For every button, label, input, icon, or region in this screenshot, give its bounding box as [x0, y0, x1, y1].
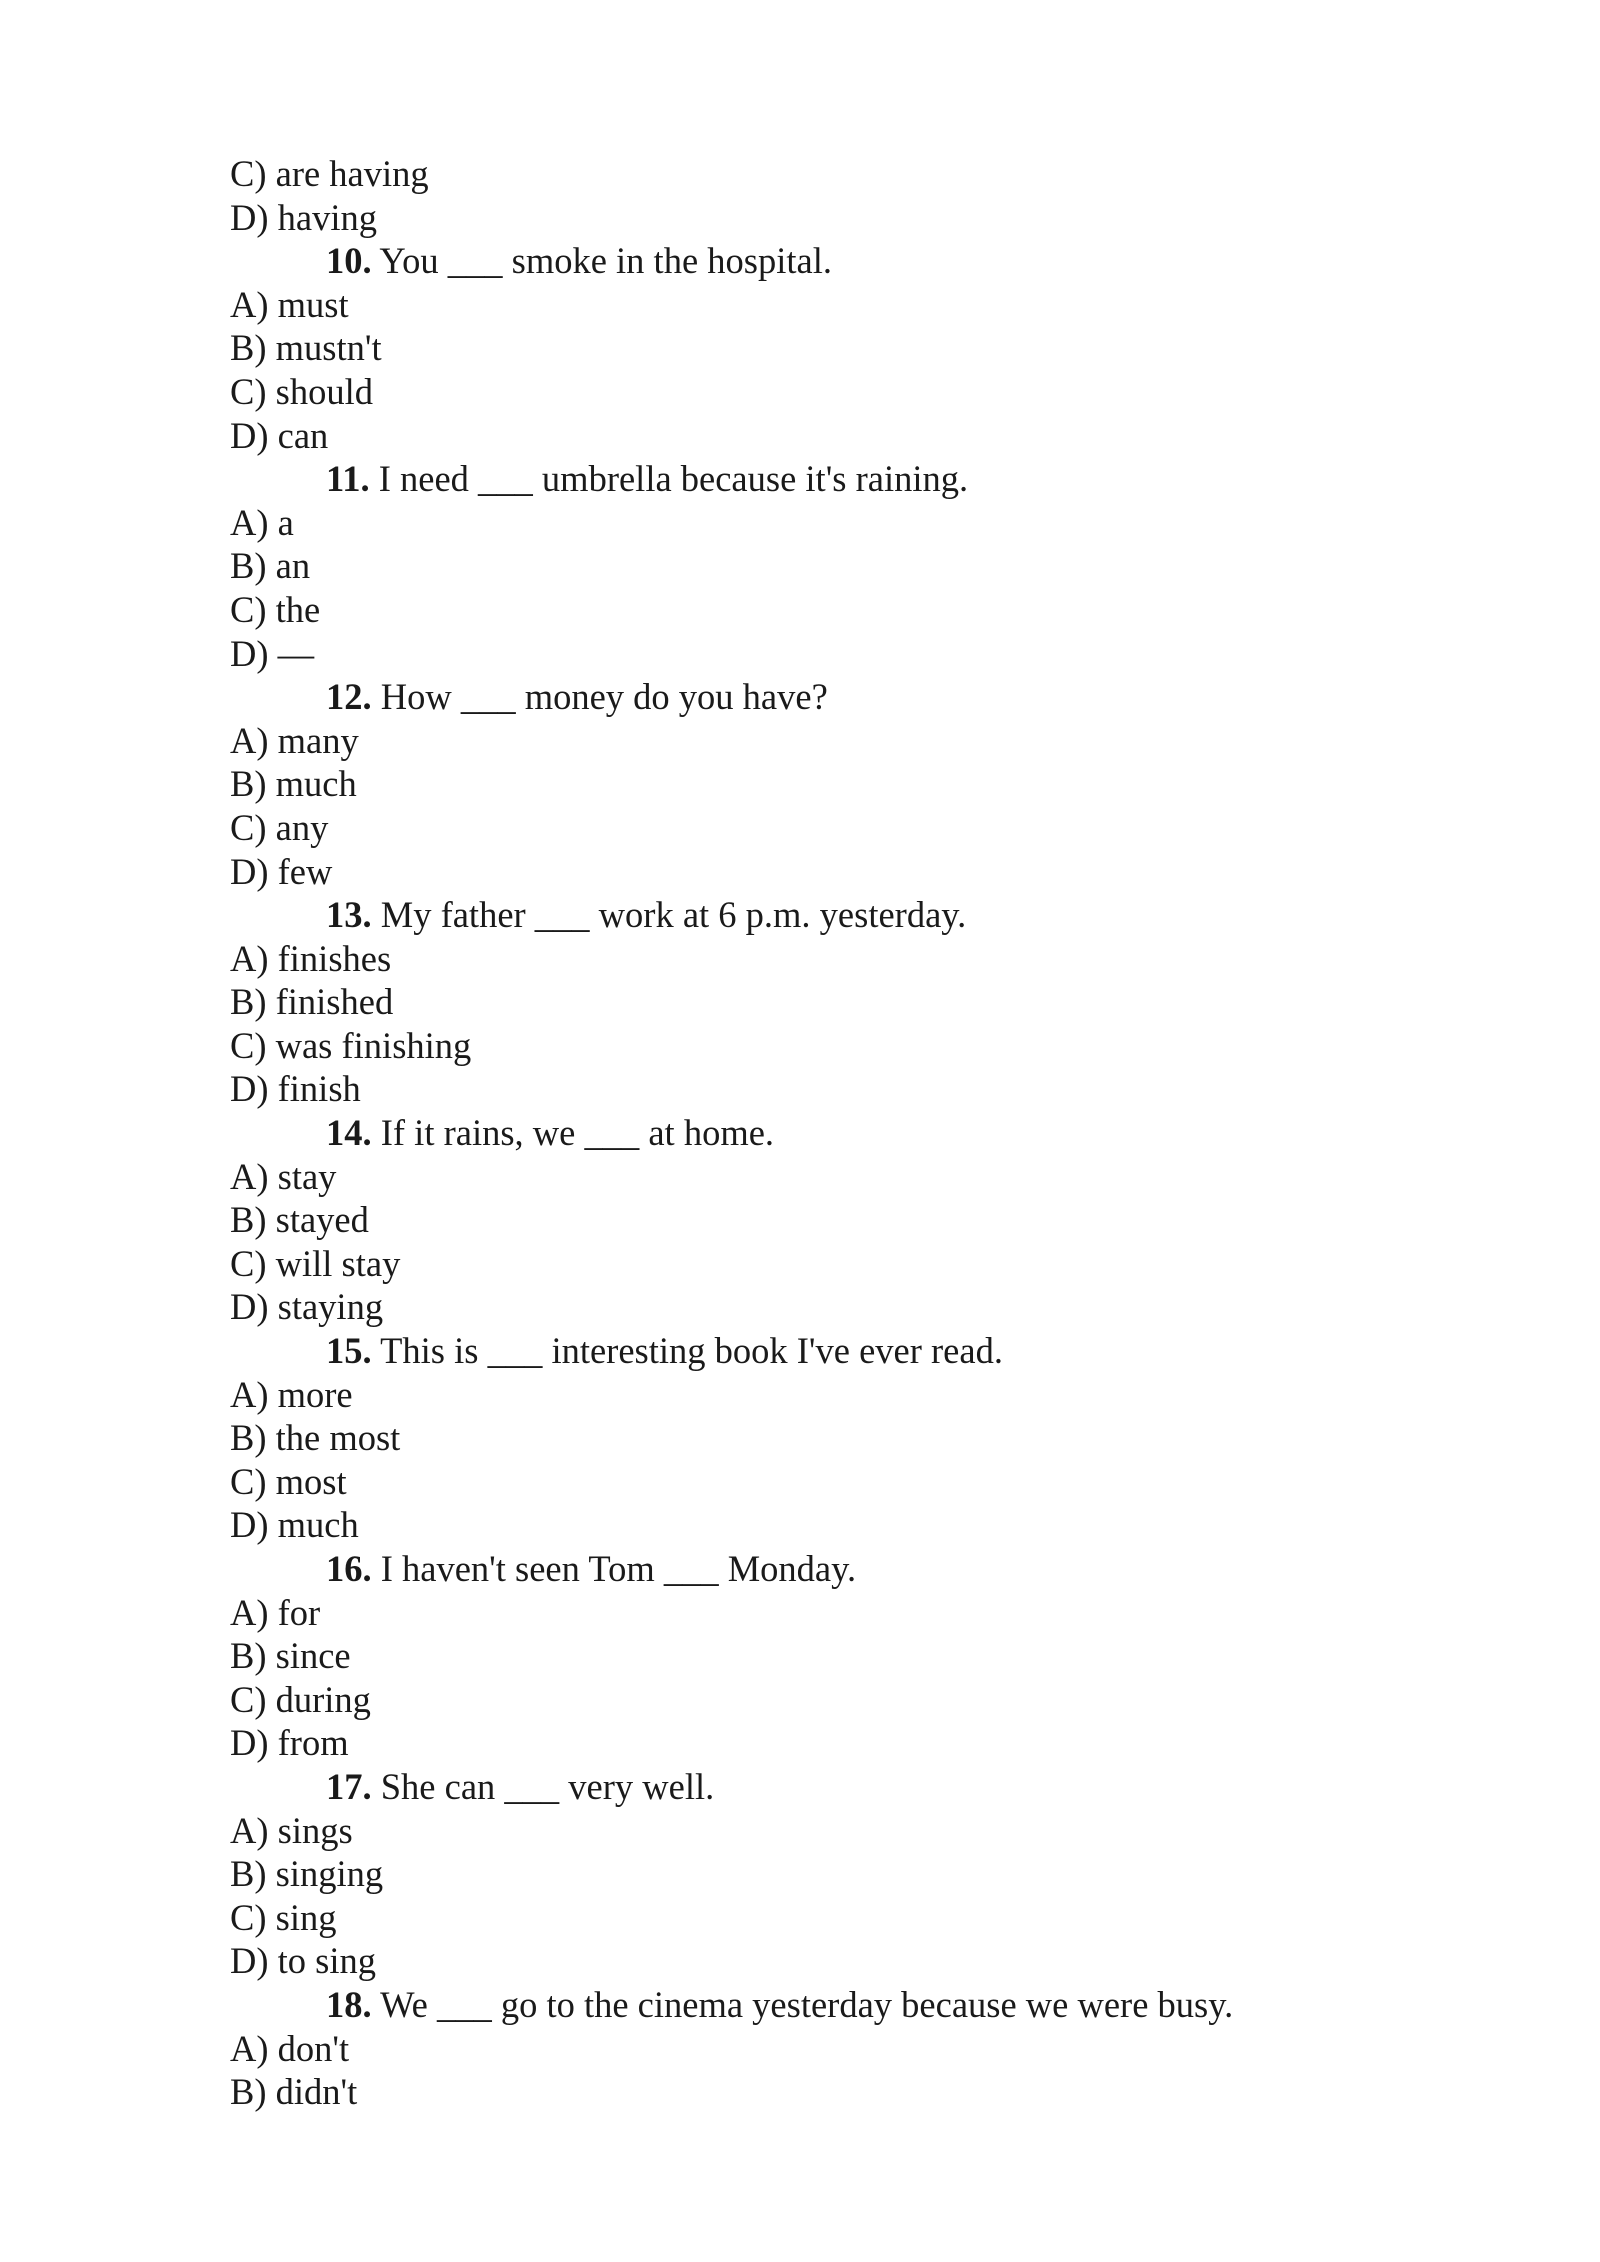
option-line: D) to sing [230, 1940, 376, 1982]
option-line: B) didn't [230, 2071, 358, 2113]
question-line [230, 1329, 1410, 1373]
option-line: A) sings [230, 1809, 353, 1851]
option-line: D) from [230, 1722, 349, 1764]
option-line: D) few [230, 850, 333, 892]
question-number: 18. [326, 1983, 372, 2025]
question-text: My father ___ work at 6 p.m. yesterday. [380, 894, 967, 936]
option-line: D) — [230, 632, 315, 674]
option-line: B) an [230, 545, 311, 587]
option-line: D) finish [230, 1068, 361, 1110]
option-line: A) more [230, 1373, 353, 1415]
question-number: 15. [326, 1330, 372, 1372]
option-line: A) stay [230, 1155, 337, 1197]
option-line: C) the [230, 588, 321, 630]
option-line: A) for [230, 1591, 321, 1633]
option-line: A) finishes [230, 937, 392, 979]
question-text: You ___ smoke in the hospital. [379, 240, 832, 282]
option-line: D) much [230, 1504, 359, 1546]
option-line: A) many [230, 719, 359, 761]
option-line: B) finished [230, 981, 394, 1023]
question-line [230, 1765, 1410, 1809]
question-line [230, 457, 1410, 501]
option-line: B) since [230, 1635, 351, 1677]
option-line: C) will stay [230, 1242, 401, 1284]
question-line [230, 1111, 1410, 1155]
option-line: A) must [230, 283, 349, 325]
option-line: A) don't [230, 2027, 350, 2069]
question-text: She can ___ very well. [380, 1765, 715, 1807]
option-line: D) staying [230, 1286, 384, 1328]
question-number: 12. [326, 676, 372, 718]
option-line: C) most [230, 1460, 347, 1502]
option-line: B) stayed [230, 1199, 369, 1241]
option-line: C) was finishing [230, 1024, 472, 1066]
question-line [230, 893, 1410, 937]
option-line: C) sing [230, 1896, 337, 1938]
question-line [230, 239, 1410, 283]
question-number: 10. [326, 240, 372, 282]
question-number: 17. [326, 1765, 372, 1807]
question-number: 13. [326, 894, 372, 936]
question-text: I haven't seen Tom ___ Monday. [380, 1548, 857, 1589]
question-line [230, 1983, 1410, 2027]
question-text: This is ___ interesting book I've ever read. [380, 1330, 1003, 1372]
option-line: C) any [230, 806, 329, 848]
option-line: A) a [230, 501, 294, 543]
question-number: 14. [326, 1112, 372, 1154]
question-text: We ___ go to the cinema yesterday because we were busy. [380, 1983, 1234, 2025]
option-line: C) should [230, 370, 373, 412]
option-line: C) are having [230, 153, 429, 194]
question-text: I need ___ umbrella because it's raining. [378, 458, 969, 500]
question-line [230, 1547, 1410, 1591]
question-number: 11. [326, 458, 370, 500]
option-line: B) the most [230, 1417, 401, 1459]
question-text: How ___ money do you have? [380, 676, 828, 718]
option-line: C) during [230, 1678, 371, 1720]
option-line: D) can [230, 414, 329, 456]
option-line: B) much [230, 763, 357, 805]
option-line: B) mustn't [230, 327, 382, 369]
question-number: 16. [326, 1548, 372, 1589]
question-line [230, 675, 1410, 719]
quiz-content [230, 152, 1410, 2114]
option-line: B) singing [230, 1853, 384, 1895]
question-text: If it rains, we ___ at home. [380, 1112, 775, 1154]
option-line: D) having [230, 196, 377, 238]
